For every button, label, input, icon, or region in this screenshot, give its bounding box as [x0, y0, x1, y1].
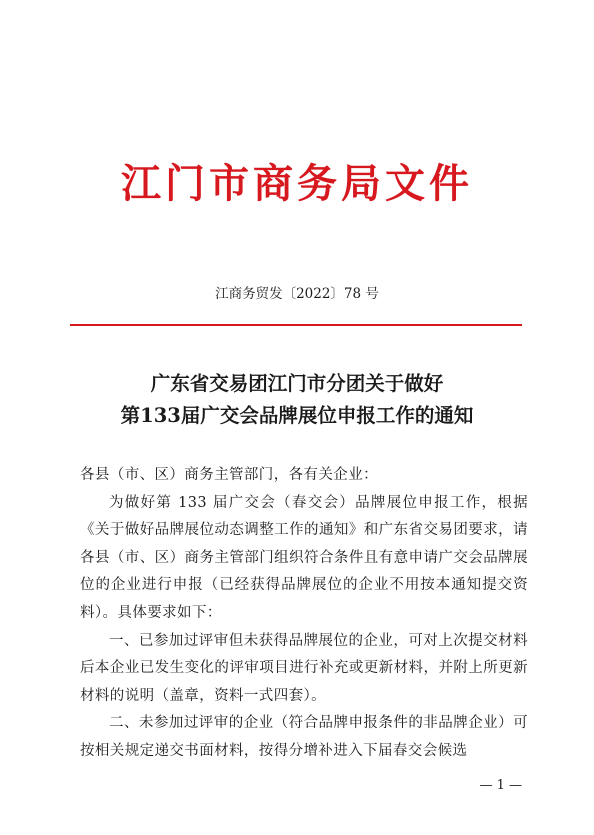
issuer-header: 江门市商务局文件	[121, 161, 473, 207]
salutation: 各县（市、区）商务主管部门，各有关企业：	[80, 467, 378, 483]
red-divider	[70, 324, 522, 326]
notice-body	[80, 462, 528, 766]
document-number: 江商务贸发〔2022〕78 号	[215, 286, 379, 302]
body-paragraph-item-2: 二、未参加过评审的企业（符合品牌申报条件的非品牌企业）可按相关规定递交书面材料，按得分增补进入下届春交会候选	[80, 715, 528, 759]
body-paragraph-intro: 为做好第 133 届广交会（春交会）品牌展位申报工作，根据《关于做好品牌展位动态调整工作的通知》和广东省交易团要求，请各县（市、区）商务主管部门组织符合条件且有意申请广交会品牌展位的企业进行申报（已经获得品牌展位的企业不用按本通知提交资料）。具体要求如下：	[80, 494, 528, 621]
notice-title	[0, 368, 594, 432]
notice-title-line-1: 广东省交易团江门市分团关于做好	[150, 372, 444, 395]
body-paragraph-item-1: 一、已参加过评审但未获得品牌展位的企业，可对上次提交材料后本企业已发生变化的评审项目进行补充或更新材料，并附上所更新材料的说明（盖章，资料一式四套）。	[80, 632, 528, 704]
page-number: — 1 —	[479, 778, 522, 793]
notice-title-line-2: 第133届广交会品牌展位申报工作的通知	[120, 404, 474, 427]
